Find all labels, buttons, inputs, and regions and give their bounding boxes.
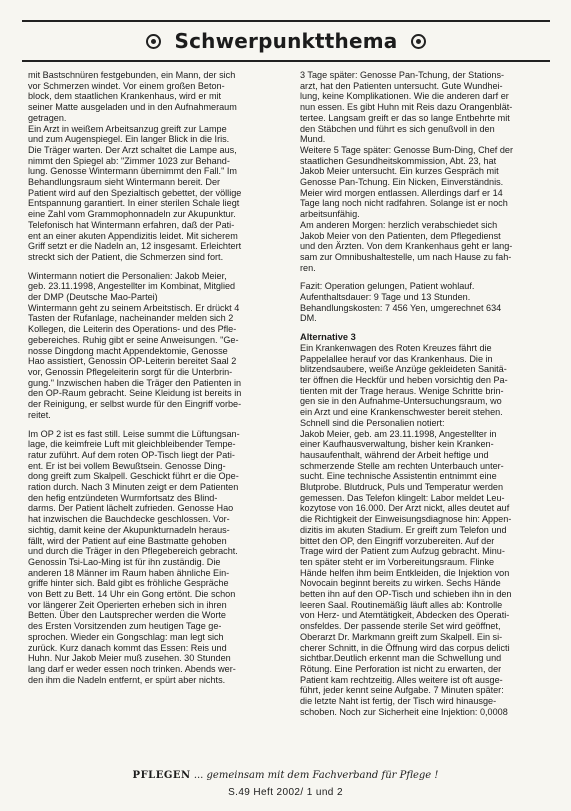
page-header (22, 20, 550, 62)
paragraph: 3 Tage später: Genosse Pan-Tchung, der Stations- arzt, hat den Patienten untersucht. Gute Wundhei- lung, keine Komplikationen. Wie die anderen darf er nun essen. Es gibt Huhn mit Reis dazu Orangenblät- tertee. Langsam greift er das so lange Entbehrte mit den Stäbchen und führt es sich genußvoll in den Mund. Weitere 5 Tage später: Genosse Bum-Ding, Chef der staatlichen Gesundheitskommission, Abt. 23, hat Jakob Meier untersucht. Ein kurzes Gespräch mit Genosse Pan-Tchung. Ein Nicken, Einverständnis. Meier wird morgen entlassen. Allerdings darf er 14 Tage lang noch nicht radfahren. Solange ist er noch arbeitsunfähig. Am anderen Morgen: herzlich verabschiedet sich Jakob Meier von den Patienten, dem Pflegedienst und den Ärzten. Von dem Krankenhaus geht er lang- sam zur Omnibushaltestelle, um nach Hause zu fah- ren. (300, 70, 513, 273)
page-title: Schwerpunktthema (174, 29, 398, 53)
right-column (300, 70, 552, 717)
section-heading: Alternative 3 (300, 332, 356, 343)
paragraph: Wintermann notiert die Personalien: Jakob Meier, geb. 23.11.1998, Angestellter im Kombinat, Mitglied der DMP (Deutsche Mao-Partei) Wintermann geht zu seinem Arbeitstisch. Er drückt 4 Tasten der Rufanlage, nacheinander melden sich 2 Kollegen, die Leiterin des Operations- und des Pfle- gebereiches. Ruhig gibt er seine Anweisungen. "Ge- nosse Dingdong macht Appendektomie, Genosse Hao assistiert, Genossin OP-Leiterin bereitet Saal 2 vor, Genossin Pflegeleiterin sorgt für die Unterbrin- gung." Inzwischen haben die Träger den Patienten in den OP-Raum gebracht. Seine Kleidung ist bereits in der Reinigung, er selbst wurde für den Eingriff vorbe- reitet. (28, 270, 242, 420)
footer-slogan (0, 770, 571, 781)
page-info: S.49 Heft 2002/ 1 und 2 (228, 787, 343, 798)
paragraph: mit Bastschnüren festgebunden, ein Mann, der sich vor Schmerzen windet. Vor einem großen Beton- block, dem staatlichen Krankenhaus, wird er mit seiner Matte ausgeladen und in den Aufnahmeraum getragen. Ein Arzt in weißem Arbeitsanzug greift zur Lampe und zum Augenspiegel. Ein langer Blick in die Iris. Die Träger warten. Der Arzt schaltet die Lampe aus, nimmt den Spiegel ab: "Zimmer 1023 zur Behand- lung. Genosse Wintermann übernimmt den Fall." Im Behandlungsraum sieht Wintermann bereit. Der Patient wird auf den Spezialtisch gebettet, der völlige Entspannung garantiert. In einer sterilen Schale liegt eine Zahl vom Grammophonnadeln zur Akupunktur. Telefonisch hat Wintermann erfahren, daß der Pati- ent an einer akuten Appendizitis leidet. Mit sicherem Griff setzt er die Nadeln an, 12 insgesamt. Erleichtert streckt sich der Patient, die Schmerzen sind fort. (28, 70, 242, 262)
footer-slogan-text: ... gemeinsam mit dem Fachverband für Pflege ! (193, 770, 439, 781)
paragraph: Fazit: Operation gelungen, Patient wohlauf. Aufenthaltsdauer: 9 Tage und 13 Stunden. Behandlungskosten: 7 456 Yen, umgerechnet 634 DM. (300, 281, 502, 324)
target-icon (411, 34, 426, 49)
paragraph: Im OP 2 ist es fast still. Leise summt die Lüftungsan- lage, die keimfreie Luft mit gleichbleibender Tempe- ratur zuführt. Auf dem roten OP-Tisch liegt der Pati- ent. Er ist bei vollem Bewußtsein. Genosse Ding- dong greift zum Skalpell. Geschickt führt er die Ope- ration durch. Nach 3 Minuten zeigt er dem Patienten den hefig entzündeten Wurmfortsatz des Blind- darms. Der Patient lächelt zufrieden. Genosse Hao hat inzwischen die Bauchdecke geschlossen. Vor- sichtig, damit keine der Akupunkturnadeln heraus- fällt, wird der Patient auf eine Bastmatte gehoben und durch die Träger in den Pflegebereich gebracht. Genossin Tsi-Lao-Ming ist für ihn zuständig. Die anderen 18 Männer im Raum haben ähnliche Ein- griffe hinter sich. Bald gibt es fröhliche Gespräche von Bett zu Bett. 14 Uhr ein Gong ertönt. Die schon vor längerer Zeit Operierten erheben sich in ihren Betten. Über den Lautsprecher werden die Worte des Ersten Vorsitzenden zum heutigen Tage ge- sprochen. Wieder ein Gongschlag: man legt sich zurück. Kurz danach kommt das Essen: Reis und Huhn. Nur Jakob Meier muß zusehen. 30 Stunden lang darf er weder essen noch trinken. Abends wer- den ihm die Nadeln entfernt, er spürt aber nichts. (28, 428, 240, 685)
paragraph: Ein Krankenwagen des Roten Kreuzes fährt die Pappelallee herauf vor das Krankenhaus. Die in blitzendsaubere, weiße Anzüge gekleideten Sanitä- ter öffnen die Heckfür und heben vorsichtig den Pa- tienten mit der Trage heraus. Wenige Schritte brin- gen sie in den Aufnahme-Untersuchungsraum, wo ein Arzt und eine Krankenschwester bereit stehen. Schnell sind die Personalien notiert: Jakob Meier, geb. am 23.11.1998, Angestellter in einer Kaufhausverwaltung, bisher kein Kranken- hausaufenthalt, während der Arbeit heftige und schmerzende Stelle am rechten Unterbauch unter- sucht. Eine technische Assistentin entnimmt eine Blutprobe. Blutdruck, Puls und Temperatur werden gemessen. Das Telefon klingelt: Labor meldet Leu- kozytose von 16.000. Der Arzt nickt, alles deutet auf die Richtigkeit der Einweisungsdiagnose hin: Appen- dizitis im akuten Stadium. Er greift zum Telefon und bittet den OP, den Eingriff vorzubereiten. Auf der Trage wird der Patient zum Aufzug gebracht. Minu- ten später steht er im Vorbereitungsraum. Flinke Hände helfen ihm beim Entkleiden, die Injektion von Novocain beginnt bereits zu wirken. Sechs Hände betten ihn auf den OP-Tisch und schieben ihn in den leeren Saal. Routinemäßig läuft alles ab: Kontrolle von Herz- und Atemtätigkeit, Abdecken des Operati- onsfeldes. Der passende sterile Set wird geöffnet, Oberarzt Dr. Markmann greift zum Skalpell. Ein si- cherer Schnitt, in die Öffnung wird das corpus delicti sichtbar.Deutlich erkennt man die Schwellung und Rötung. Eine Perforation ist nicht zu erwarten, der Patient kam rechtzeitig. Alles weitere ist oft ausge- führt, jeder kennt seine Aufgabe. 7 Minuten später: die letzte Naht ist fertig, der Tisch wird hinausge- schoben. Noch zur Sicherheit eine Injektion: 0,0008 (300, 342, 512, 717)
footer-brand: PFLEGEN (132, 770, 191, 781)
left-column (28, 70, 286, 693)
target-icon (146, 34, 161, 49)
